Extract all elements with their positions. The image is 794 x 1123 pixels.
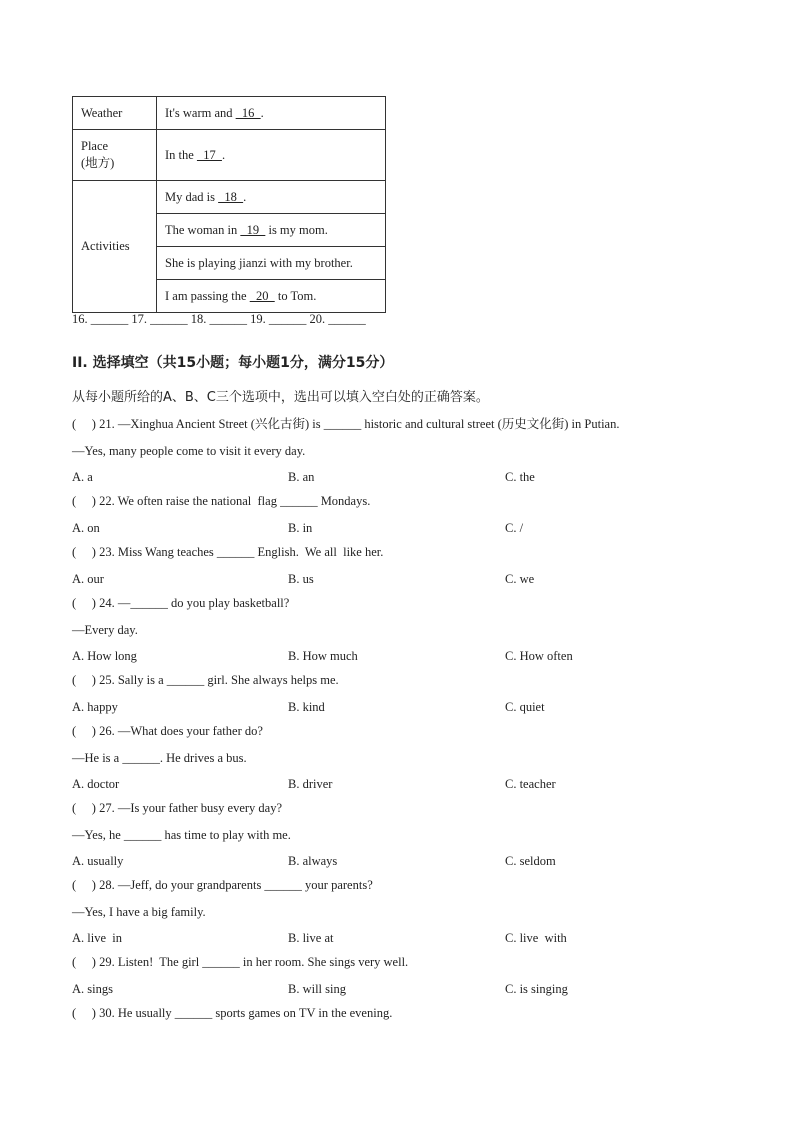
question-22-option-c: C. / [505, 521, 524, 535]
question-28-option-c: C. live with [505, 931, 567, 945]
weather-cell: It's warm and 16 . [157, 97, 386, 130]
activities-label: Activities [73, 181, 157, 313]
weather-label: Weather [73, 97, 157, 130]
place-label: Place (地方) [73, 130, 157, 181]
activity-cell-1: My dad is 18 . [157, 181, 386, 214]
section-title: II. 选择填空（共15小题；每小题1分，满分15分） [72, 355, 394, 371]
question-24-stem: ( ) 24. —______ do you play basketball? [72, 596, 290, 610]
activity-cell-2: The woman in 19 is my mom. [157, 214, 386, 247]
question-26-option-a: A. doctor [72, 777, 120, 791]
question-28-stem: ( ) 28. —Jeff, do your grandparents ______ your parents? [72, 878, 373, 892]
table-row-place [73, 130, 386, 181]
question-27-stem: ( ) 27. —Is your father busy every day? [72, 801, 283, 815]
question-28-reply: —Yes, I have a big family. [72, 905, 206, 919]
question-29-option-c: C. is singing [505, 982, 568, 996]
question-27-reply: —Yes, he ______ has time to play with me. [72, 828, 291, 842]
info-table [72, 96, 386, 313]
question-29-option-b: B. will sing [288, 982, 346, 996]
question-26-reply: —He is a ______. He drives a bus. [72, 751, 247, 765]
answer-blanks-line: 16. ______ 17. ______ 18. ______ 19. ______ 20. ______ [72, 312, 366, 326]
question-25-option-c: C. quiet [505, 700, 545, 714]
question-24-option-b: B. How much [288, 649, 358, 663]
question-21-option-a: A. a [72, 470, 93, 484]
question-27-option-a: A. usually [72, 854, 124, 868]
activity-cell-3: She is playing jianzi with my brother. [157, 247, 386, 280]
question-26-option-c: C. teacher [505, 777, 556, 791]
question-24-reply: —Every day. [72, 623, 138, 637]
question-27-option-c: C. seldom [505, 854, 556, 868]
question-29-stem: ( ) 29. Listen! The girl ______ in her room. She sings very well. [72, 955, 409, 969]
blank-18: 18 [218, 189, 244, 204]
place-cell: In the 17 . [157, 130, 386, 181]
question-28-option-a: A. live in [72, 931, 122, 945]
blank-19: 19 [240, 222, 266, 237]
table-row-weather [73, 97, 386, 130]
activity-cell-4: I am passing the 20 to Tom. [157, 280, 386, 313]
question-24-option-a: A. How long [72, 649, 137, 663]
question-25-option-a: A. happy [72, 700, 118, 714]
question-23-option-b: B. us [288, 572, 314, 586]
question-26-stem: ( ) 26. —What does your father do? [72, 724, 263, 738]
question-23-stem: ( ) 23. Miss Wang teaches ______ English. We all like her. [72, 545, 384, 559]
question-25-stem: ( ) 25. Sally is a ______ girl. She always helps me. [72, 673, 339, 687]
question-29-option-a: A. sings [72, 982, 113, 996]
section-instruction: 从每小题所给的A、B、C三个选项中，选出可以填入空白处的正确答案。 [72, 390, 489, 405]
blank-20: 20 [249, 288, 275, 303]
question-27-option-b: B. always [288, 854, 338, 868]
question-26-option-b: B. driver [288, 777, 333, 791]
question-21-option-b: B. an [288, 470, 315, 484]
question-22-stem: ( ) 22. We often raise the national flag ______ Mondays. [72, 494, 371, 508]
question-24-option-c: C. How often [505, 649, 573, 663]
question-21-reply: —Yes, many people come to visit it every day. [72, 444, 306, 458]
question-21-stem: ( ) 21. —Xinghua Ancient Street (兴化古街) is ______ historic and cultural street (历史文化街) in Putian. [72, 417, 620, 431]
question-23-option-a: A. our [72, 572, 104, 586]
question-21-option-c: C. the [505, 470, 535, 484]
question-23-option-c: C. we [505, 572, 535, 586]
table-row-activity-1 [73, 181, 386, 214]
question-30-stem: ( ) 30. He usually ______ sports games on TV in the evening. [72, 1006, 393, 1020]
blank-16: 16 [235, 105, 261, 120]
question-22-option-b: B. in [288, 521, 313, 535]
blank-17: 17 [196, 147, 222, 162]
question-22-option-a: A. on [72, 521, 100, 535]
question-28-option-b: B. live at [288, 931, 334, 945]
question-25-option-b: B. kind [288, 700, 325, 714]
